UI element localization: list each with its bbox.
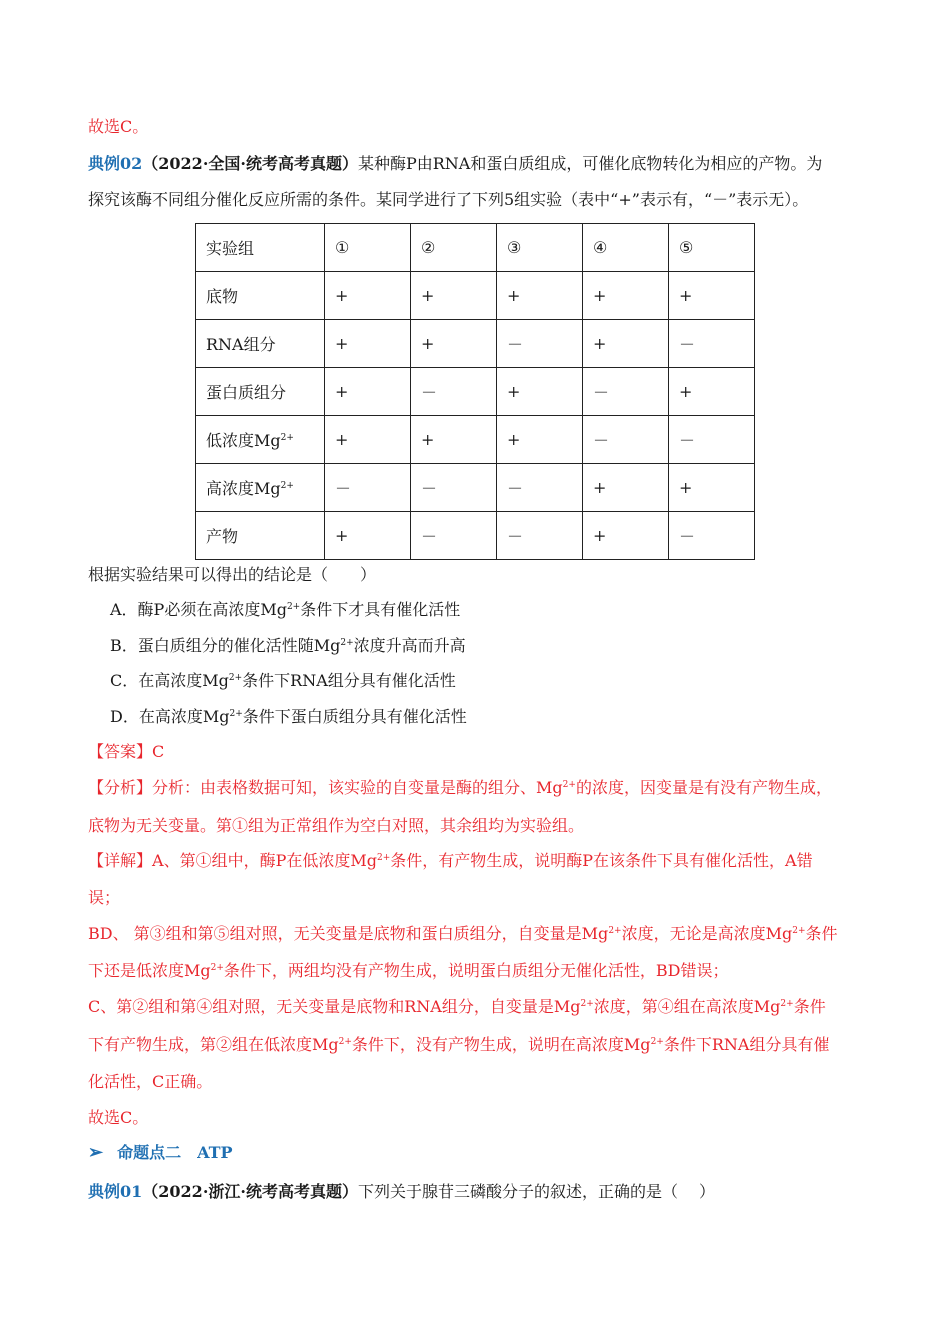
table-header-cell: ⑤ <box>669 224 755 272</box>
table-row-label <box>196 368 325 416</box>
detail-c-sup: 2+ <box>580 999 594 1009</box>
detail-sup: 2+ <box>376 853 391 863</box>
section-heading <box>88 1141 233 1165</box>
detail-line2: 误； <box>88 888 121 907</box>
option-b[interactable] <box>110 634 466 658</box>
detail-c-text3: 条件 <box>793 997 826 1016</box>
example2-source: （2022·全国·统考高考真题） <box>142 154 358 173</box>
table-row-label <box>196 272 325 320</box>
table-cell: + <box>583 464 669 512</box>
option-a-text-end: 条件下才具有催化活性 <box>300 600 461 619</box>
table-row <box>196 272 755 320</box>
example1-stem <box>88 1180 715 1204</box>
row-label-text: 高浓度Mg <box>206 479 281 498</box>
table-cell: + <box>325 368 411 416</box>
table-cell: + <box>669 464 755 512</box>
option-b-sup: 2+ <box>340 638 354 648</box>
detail-line1 <box>88 849 813 873</box>
table-cell: － <box>669 512 755 560</box>
table-cell: － <box>411 464 497 512</box>
option-d-text: D．在高浓度Mg <box>110 707 230 726</box>
table-row-label <box>196 416 325 464</box>
table-cell: － <box>669 416 755 464</box>
option-c-text-end: 条件下RNA组分具有催化活性 <box>242 671 456 690</box>
option-d-text-end: 条件下蛋白质组分具有催化活性 <box>242 707 467 726</box>
option-c-sup: 2+ <box>228 673 243 683</box>
table-row <box>196 368 755 416</box>
answer-value: C <box>152 742 165 761</box>
table-cell: － <box>497 512 583 560</box>
detail-c-text5: 条件下，没有产物生成，说明在高浓度Mg <box>351 1035 651 1054</box>
table-cell: － <box>411 512 497 560</box>
detail-line6 <box>88 1033 829 1057</box>
detail-bd-sup3: 2+ <box>210 963 224 973</box>
question-text: 根据实验结果可以得出的结论是（ ） <box>88 565 377 584</box>
detail-text-end: 条件，有产物生成，说明酶P在该条件下具有催化活性，A错 <box>390 851 813 870</box>
table-header-row <box>196 224 755 272</box>
table-cell: + <box>325 512 411 560</box>
detail-bd-sup: 2+ <box>608 926 622 936</box>
table-row <box>196 320 755 368</box>
option-b-text-end: 浓度升高而升高 <box>353 636 466 655</box>
arrow-bullet-icon: ➢ <box>88 1142 104 1163</box>
analysis-tag: 【分析】 <box>88 778 153 797</box>
detail-c-text4: 下有产物生成，第②组在低浓度Mg <box>88 1035 339 1054</box>
final-conclusion: 故选C。 <box>88 1108 149 1127</box>
example1-label: 典例01 <box>88 1182 143 1201</box>
detail-c-text: C、第②组和第④组对照，无关变量是底物和RNA组分，自变量是Mg <box>88 997 581 1016</box>
intro-conclusion: 故选C。 <box>88 117 149 136</box>
option-d[interactable] <box>110 705 467 729</box>
row-label-sup: 2+ <box>280 481 294 491</box>
option-a[interactable] <box>110 598 460 622</box>
row-label-sup: 2+ <box>280 433 294 443</box>
table-header-cell: ② <box>411 224 497 272</box>
table-cell: － <box>411 368 497 416</box>
detail-bd-text5: 条件下，两组均没有产物生成，说明蛋白质组分无催化活性，BD错误； <box>223 961 729 980</box>
analysis-line2: 底物为无关变量。第①组为正常组作为空白对照，其余组均为实验组。 <box>88 816 585 835</box>
table-cell: + <box>497 416 583 464</box>
table-cell: + <box>411 320 497 368</box>
table-row <box>196 416 755 464</box>
answer-line <box>88 740 164 764</box>
option-c-text: C．在高浓度Mg <box>110 671 229 690</box>
table-cell: + <box>497 272 583 320</box>
analysis-sup: 2+ <box>562 780 576 790</box>
option-d-sup: 2+ <box>229 709 243 719</box>
table-cell: + <box>325 272 411 320</box>
detail-line7: 化活性，C正确。 <box>88 1072 213 1091</box>
row-label-text: 底物 <box>206 287 239 306</box>
option-a-sup: 2+ <box>286 602 301 612</box>
table-cell: － <box>497 464 583 512</box>
table-row-label <box>196 512 325 560</box>
table-cell: + <box>583 512 669 560</box>
table-cell: + <box>497 368 583 416</box>
detail-bd-text: BD、 第③组和第⑤组对照，无关变量是底物和蛋白质组分，自变量是Mg <box>88 924 609 943</box>
row-label-text: 低浓度Mg <box>206 431 281 450</box>
analysis-text: 分析：由表格数据可知，该实验的自变量是酶的组分、Mg <box>152 778 563 797</box>
example2-label: 典例02 <box>88 154 143 173</box>
table-row-label <box>196 320 325 368</box>
table-cell: － <box>583 416 669 464</box>
table-cell: － <box>325 464 411 512</box>
row-label-text: 蛋白质组分 <box>206 383 287 402</box>
detail-tag: 【详解】 <box>88 851 153 870</box>
detail-c-sup4: 2+ <box>650 1037 664 1047</box>
detail-c-text6: 条件下RNA组分具有催 <box>663 1035 830 1054</box>
section-title: 命题点二 ATP <box>117 1143 233 1162</box>
table-cell: + <box>583 272 669 320</box>
table-row <box>196 464 755 512</box>
table-cell: + <box>325 320 411 368</box>
detail-bd-sup2: 2+ <box>792 926 806 936</box>
detail-line4 <box>88 959 729 983</box>
detail-bd-text3: 条件 <box>805 924 838 943</box>
detail-bd-text4: 下还是低浓度Mg <box>88 961 211 980</box>
table-row <box>196 512 755 560</box>
detail-bd-text2: 浓度，无论是高浓度Mg <box>621 924 793 943</box>
table-header-cell: ③ <box>497 224 583 272</box>
table-cell: － <box>497 320 583 368</box>
analysis-text-end: 的浓度，因变量是有没有产物生成， <box>575 778 832 797</box>
table-header-cell: ① <box>325 224 411 272</box>
table-header-cell: ④ <box>583 224 669 272</box>
table-row-label <box>196 464 325 512</box>
answer-tag: 【答案】 <box>88 742 153 761</box>
example2-stem-line2: 探究该酶不同组分催化反应所需的条件。某同学进行了下列5组实验（表中“+”表示有，“－”表示无）。 <box>88 190 809 209</box>
table-cell: + <box>669 368 755 416</box>
example1-source: （2022·浙江·统考高考真题） <box>142 1182 358 1201</box>
table-cell: － <box>669 320 755 368</box>
experiment-table-body <box>196 224 755 560</box>
table-header-label: 实验组 <box>196 224 325 272</box>
table-cell: + <box>411 272 497 320</box>
detail-line5 <box>88 995 826 1019</box>
analysis-line1 <box>88 776 832 800</box>
example2-stem-line1 <box>88 152 822 176</box>
table-cell: + <box>669 272 755 320</box>
table-cell: － <box>583 368 669 416</box>
option-a-text: A．酶P必须在高浓度Mg <box>110 600 287 619</box>
detail-c-sup3: 2+ <box>338 1037 352 1047</box>
experiment-table <box>195 223 755 560</box>
row-label-text: 产物 <box>206 527 239 546</box>
example2-stem-text: 某种酶P由RNA和蛋白质组成，可催化底物转化为相应的产物。为 <box>357 154 823 173</box>
table-cell: + <box>583 320 669 368</box>
detail-text: A、第①组中，酶P在低浓度Mg <box>152 851 377 870</box>
detail-c-text2: 浓度，第④组在高浓度Mg <box>593 997 781 1016</box>
detail-c-sup2: 2+ <box>780 999 794 1009</box>
option-b-text: B．蛋白质组分的催化活性随Mg <box>110 636 341 655</box>
detail-line3 <box>88 922 838 946</box>
table-cell: + <box>411 416 497 464</box>
table-cell: + <box>325 416 411 464</box>
example1-stem-text: 下列关于腺苷三磷酸分子的叙述，正确的是（ ） <box>357 1182 716 1201</box>
row-label-text: RNA组分 <box>206 335 276 354</box>
option-c[interactable] <box>110 669 456 693</box>
